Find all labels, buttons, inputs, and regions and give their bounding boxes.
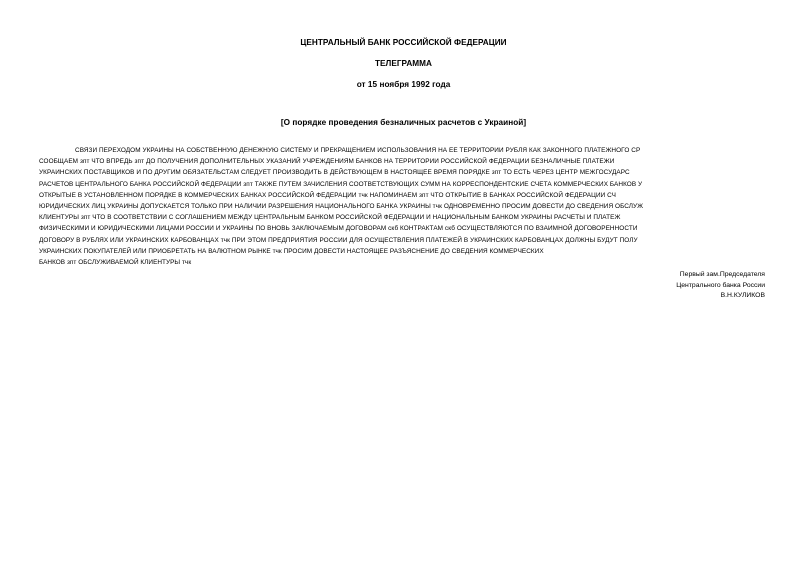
document-subject: [О порядке проведения безналичных расчетов с Украиной] xyxy=(280,118,527,127)
signatory-name: В.Н.КУЛИКОВ xyxy=(720,292,765,299)
body-line: ФИЗИЧЕСКИМИ И ЮРИДИЧЕСКИМИ ЛИЦАМИ РОССИИ И УКРАИНЫ ПО ВНОВЬ ЗАКЛЮЧАЕМЫМ ДОГОВОРАМ скб КОНТРАКТАМ скб ОСУЩЕСТВЛЯЮТСЯ ПО ВЗАИМНОЙ ДОГОВОРЕННОСТИ xyxy=(39,225,638,233)
signatory-organization: Центрального банка России xyxy=(676,281,765,289)
body-line: ДОГОВОРУ В РУБЛЯХ ИЛИ УКРАИНСКИХ КАРБОВАНЦАХ тчк ПРИ ЭТОМ ПРЕДПРИЯТИЯ РОССИИ ДЛЯ ОСУЩЕСТВЛЕНИЯ ПЛАТЕЖЕЙ В УКРАИНСКИХ КАРБОВАНЦАХ ДОЛЖНЫ БУДУТ ПОЛУ xyxy=(39,236,638,244)
telegram-body xyxy=(39,145,778,268)
document-type-heading: ТЕЛЕГРАММА xyxy=(374,59,433,68)
body-line: СВЯЗИ ПЕРЕХОДОМ УКРАИНЫ НА СОБСТВЕННУЮ ДЕНЕЖНУЮ СИСТЕМУ И ПРЕКРАЩЕНИЕМ ИСПОЛЬЗОВАНИЯ НА ЕЕ ТЕРРИТОРИИ РУБЛЯ КАК ЗАКОННОГО ПЛАТЕЖНОГО СР xyxy=(75,147,641,154)
body-line: БАНКОВ зпт ОБСЛУЖИВАЕМОЙ КЛИЕНТУРЫ тчк xyxy=(39,258,192,266)
signatory-position: Первый зам.Председателя xyxy=(679,271,765,278)
body-line: КЛИЕНТУРЫ зпт ЧТО В СООТВЕТСТВИИ С СОГЛАШЕНИЕМ МЕЖДУ ЦЕНТРАЛЬНЫМ БАНКОМ РОССИЙСКОЙ ФЕДЕРАЦИИ И НАЦИОНАЛЬНЫМ БАНКОМ УКРАИНЫ РАСЧЕТЫ И ПЛАТЕЖ xyxy=(39,214,621,222)
body-line: УКРАИНСКИХ ПОКУПАТЕЛЕЙ ИЛИ ПРИОБРЕТАТЬ НА ВАЛЮТНОМ РЫНКЕ тчк ПРОСИМ ДОВЕСТИ НАСТОЯЩЕЕ РАЗЪЯСНЕНИЕ ДО СВЕДЕНИЯ КОММЕРЧЕСКИХ xyxy=(39,247,544,255)
body-line: СООБЩАЕМ зпт ЧТО ВПРЕДЬ зпт ДО ПОЛУЧЕНИЯ ДОПОЛНИТЕЛЬНЫХ УКАЗАНИЙ УЧРЕЖДЕНИЯМ БАНКОВ НА ТЕРРИТОРИИ РОССИЙСКОЙ ФЕДЕРАЦИИ БЕЗНАЛИЧНЫЕ ПЛАТЕЖИ xyxy=(39,158,615,166)
body-line: РАСЧЕТОВ ЦЕНТРАЛЬНОГО БАНКА РОССИЙСКОЙ ФЕДЕРАЦИИ зпт ТАКЖЕ ПУТЕМ ЗАЧИСЛЕНИЯ СООТВЕТСТВУЮЩИХ СУММ НА КОРРЕСПОНДЕНТСКИЕ СЧЕТА КОММЕРЧЕСКИХ БАНКОВ У xyxy=(39,180,643,188)
body-line: ЮРИДИЧЕСКИХ ЛИЦ УКРАИНЫ ДОПУСКАЕТСЯ ТОЛЬКО ПРИ НАЛИЧИИ РАЗРЕШЕНИЯ НАЦИОНАЛЬНОГО БАНКА УКРАИНЫ тчк ОДНОВРЕМЕННО ПРОСИМ ДОВЕСТИ ДО СВЕДЕНИЯ ОБСЛУЖ xyxy=(39,202,644,210)
body-line: УКРАИНСКИХ ПОСТАВЩИКОВ И ПО ДРУГИМ ОБЯЗАТЕЛЬСТАМ СЛЕДУЕТ ПРОИЗВОДИТЬ В ДЕЙСТВУЮЩЕМ В НАСТОЯЩЕЕ ВРЕМЯ ПОРЯДКЕ зпт ТО ЕСТЬ ЧЕРЕЗ ЦЕНТР МЕЖГОСУДАРС xyxy=(39,169,630,177)
organization-heading: ЦЕНТРАЛЬНЫЙ БАНК РОССИЙСКОЙ ФЕДЕРАЦИИ xyxy=(300,38,507,47)
document-date: от 15 ноября 1992 года xyxy=(356,80,451,89)
body-line: ОТКРЫТЫЕ В УСТАНОВЛЕННОМ ПОРЯДКЕ В КОММЕРЧЕСКИХ БАНКАХ РОССИЙСКОЙ ФЕДЕРАЦИИ тчк НАПОМИНАЕМ зпт ЧТО ОТКРЫТИЕ В БАНКАХ РОССИЙСКОЙ ФЕДЕРАЦИИ СЧ xyxy=(39,191,616,199)
signature-block xyxy=(676,270,765,302)
